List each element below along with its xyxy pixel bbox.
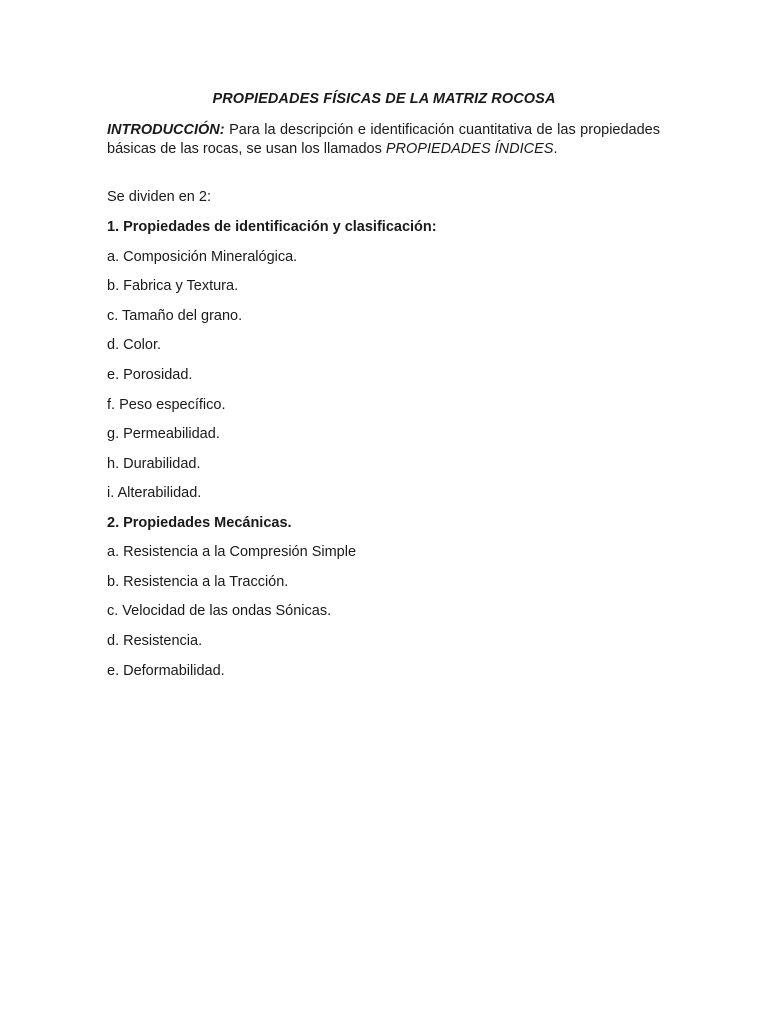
divide-text: Se dividen en 2: xyxy=(107,189,211,205)
document-title: PROPIEDADES FÍSICAS DE LA MATRIZ ROCOSA xyxy=(212,91,556,107)
list-item: b. Fabrica y Textura. xyxy=(107,278,239,294)
list-item: i. Alterabilidad. xyxy=(107,485,202,501)
list-item: c. Tamaño del grano. xyxy=(107,308,243,324)
intro-emphasis: PROPIEDADES ÍNDICES xyxy=(385,141,554,157)
list-item: d. Resistencia. xyxy=(107,633,203,649)
intro-text: Para la descripción e identificación cuantitativa de las propiedades básicas de las rocas, se usan los llamados xyxy=(107,122,660,157)
list-item: d. Color. xyxy=(107,337,161,353)
list-item: a. Resistencia a la Compresión Simple xyxy=(107,544,357,560)
section-1-heading: 1. Propiedades de identificación y clasificación: xyxy=(107,219,437,235)
list-item: b. Resistencia a la Tracción. xyxy=(107,574,289,590)
list-item: f. Peso específico. xyxy=(107,397,226,413)
list-item: e. Porosidad. xyxy=(107,367,193,383)
section-2-heading: 2. Propiedades Mecánicas. xyxy=(107,515,292,531)
list-item: g. Permeabilidad. xyxy=(107,426,220,442)
list-item: a. Composición Mineralógica. xyxy=(107,249,298,265)
intro-end: . xyxy=(553,141,558,157)
intro-label: INTRODUCCIÓN: xyxy=(107,122,225,138)
list-item: c. Velocidad de las ondas Sónicas. xyxy=(107,603,332,619)
intro-paragraph xyxy=(107,121,660,159)
list-item: e. Deformabilidad. xyxy=(107,663,225,679)
list-item: h. Durabilidad. xyxy=(107,456,201,472)
